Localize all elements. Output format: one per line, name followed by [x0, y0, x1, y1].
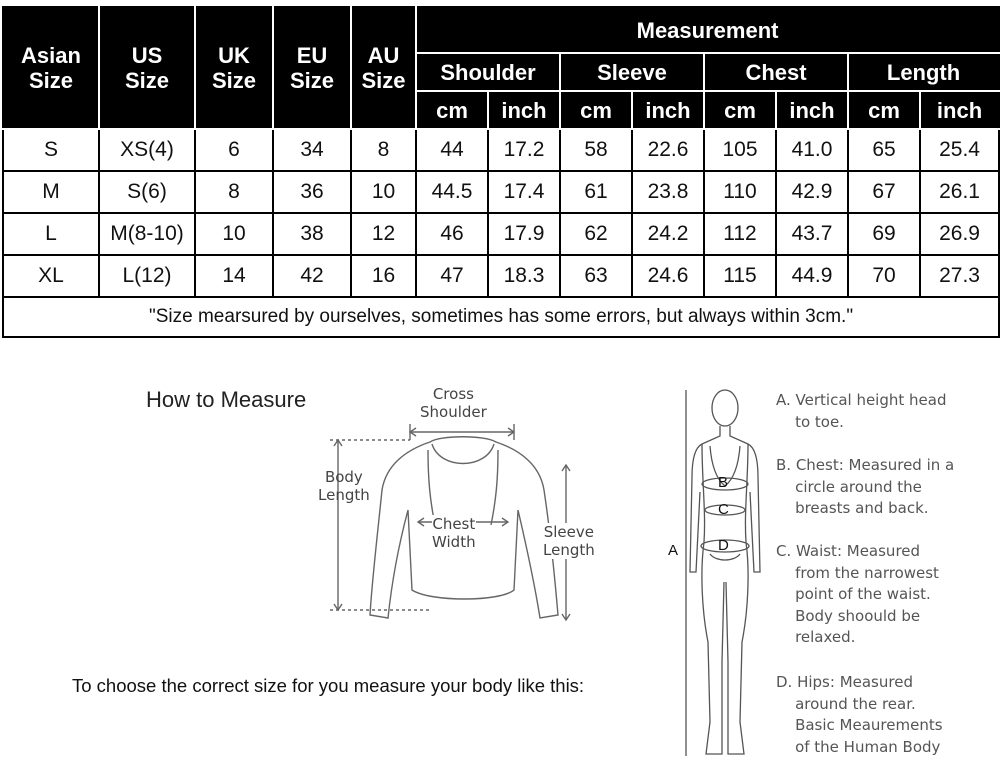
size-note: "Size mearsured by ourselves, sometimes has some errors, but always within 3cm."	[3, 297, 999, 337]
table-cell: 10	[195, 213, 273, 255]
table-cell: 70	[848, 255, 920, 297]
table-cell: 112	[704, 213, 776, 255]
header-uk-size: UK Size	[195, 7, 273, 129]
table-cell: 26.1	[920, 171, 999, 213]
table-cell: 63	[560, 255, 632, 297]
cross-shoulder-label: Cross Shoulder	[420, 385, 487, 421]
table-cell: 65	[848, 129, 920, 171]
table-cell: 26.9	[920, 213, 999, 255]
table-cell: 44.9	[776, 255, 848, 297]
table-cell: M	[3, 171, 99, 213]
table-cell: 41.0	[776, 129, 848, 171]
instruction-text: To choose the correct size for you measure your body like this:	[72, 675, 585, 696]
table-cell: L(12)	[99, 255, 195, 297]
table-row	[3, 171, 999, 213]
body-length-label: Body Length	[318, 468, 370, 504]
table-cell: 47	[416, 255, 488, 297]
header-chest: Chest	[704, 53, 848, 91]
header-au-size: AU Size	[351, 7, 416, 129]
header-shoulder: Shoulder	[416, 53, 560, 91]
table-cell: 105	[704, 129, 776, 171]
table-cell: 42	[273, 255, 351, 297]
table-cell: 8	[351, 129, 416, 171]
table-cell: 44	[416, 129, 488, 171]
header-eu-size: EU Size	[273, 7, 351, 129]
table-cell: 17.9	[488, 213, 560, 255]
header-length: Length	[848, 53, 999, 91]
table-cell: 44.5	[416, 171, 488, 213]
table-cell: 23.8	[632, 171, 704, 213]
table-cell: 24.2	[632, 213, 704, 255]
unit-header: cm	[416, 91, 488, 129]
table-cell: 25.4	[920, 129, 999, 171]
table-cell: 17.2	[488, 129, 560, 171]
letter-b: B	[718, 474, 729, 491]
table-cell: 115	[704, 255, 776, 297]
table-cell: 110	[704, 171, 776, 213]
table-cell: 6	[195, 129, 273, 171]
legend-b: B. Chest: Measured in a circle around the breasts and back.	[776, 456, 955, 517]
sleeve-length-label: Sleeve Length	[543, 523, 595, 559]
table-cell: 42.9	[776, 171, 848, 213]
table-cell: 62	[560, 213, 632, 255]
table-cell: 18.3	[488, 255, 560, 297]
size-rows	[3, 129, 999, 337]
table-cell: 36	[273, 171, 351, 213]
table-cell: 16	[351, 255, 416, 297]
table-cell: 8	[195, 171, 273, 213]
table-cell: 34	[273, 129, 351, 171]
table-cell: XL	[3, 255, 99, 297]
table-cell: 22.6	[632, 129, 704, 171]
table-cell: 69	[848, 213, 920, 255]
table-cell: 24.6	[632, 255, 704, 297]
table-row	[3, 129, 999, 171]
letter-c: C	[718, 501, 729, 518]
chest-width-label: Chest Width	[432, 515, 476, 551]
table-cell: M(8-10)	[99, 213, 195, 255]
body-figure-diagram	[680, 382, 770, 762]
unit-header: inch	[632, 91, 704, 129]
table-cell: 38	[273, 213, 351, 255]
table-cell: 17.4	[488, 171, 560, 213]
header-measurement: Measurement	[416, 7, 999, 53]
unit-header: cm	[704, 91, 776, 129]
size-chart-table	[2, 6, 1000, 338]
table-row	[3, 213, 999, 255]
table-cell: 14	[195, 255, 273, 297]
table-cell: XS(4)	[99, 129, 195, 171]
table-cell: S	[3, 129, 99, 171]
table-cell: 58	[560, 129, 632, 171]
how-to-measure-title: How to Measure	[146, 387, 307, 412]
table-cell: 43.7	[776, 213, 848, 255]
table-cell: 12	[351, 213, 416, 255]
unit-header: inch	[488, 91, 560, 129]
legend-d: D. Hips: Measured around the rear. Basic Meaurements of the Human Body	[776, 673, 943, 756]
unit-header: inch	[776, 91, 848, 129]
table-cell: 10	[351, 171, 416, 213]
header-sleeve: Sleeve	[560, 53, 704, 91]
legend-c: C. Waist: Measured from the narrowest point of the waist. Body shoould be relaxed.	[776, 542, 939, 646]
table-cell: S(6)	[99, 171, 195, 213]
table-cell: 61	[560, 171, 632, 213]
legend-a: A. Vertical height head to toe.	[776, 391, 947, 431]
letter-a: A	[668, 542, 679, 559]
letter-d: D	[718, 537, 729, 554]
header-asian-size: Asian Size	[3, 7, 99, 129]
unit-header: inch	[920, 91, 999, 129]
table-cell: L	[3, 213, 99, 255]
table-cell: 67	[848, 171, 920, 213]
table-cell: 46	[416, 213, 488, 255]
table-cell: 27.3	[920, 255, 999, 297]
unit-header: cm	[560, 91, 632, 129]
table-row	[3, 255, 999, 297]
unit-header: cm	[848, 91, 920, 129]
header-us-size: US Size	[99, 7, 195, 129]
